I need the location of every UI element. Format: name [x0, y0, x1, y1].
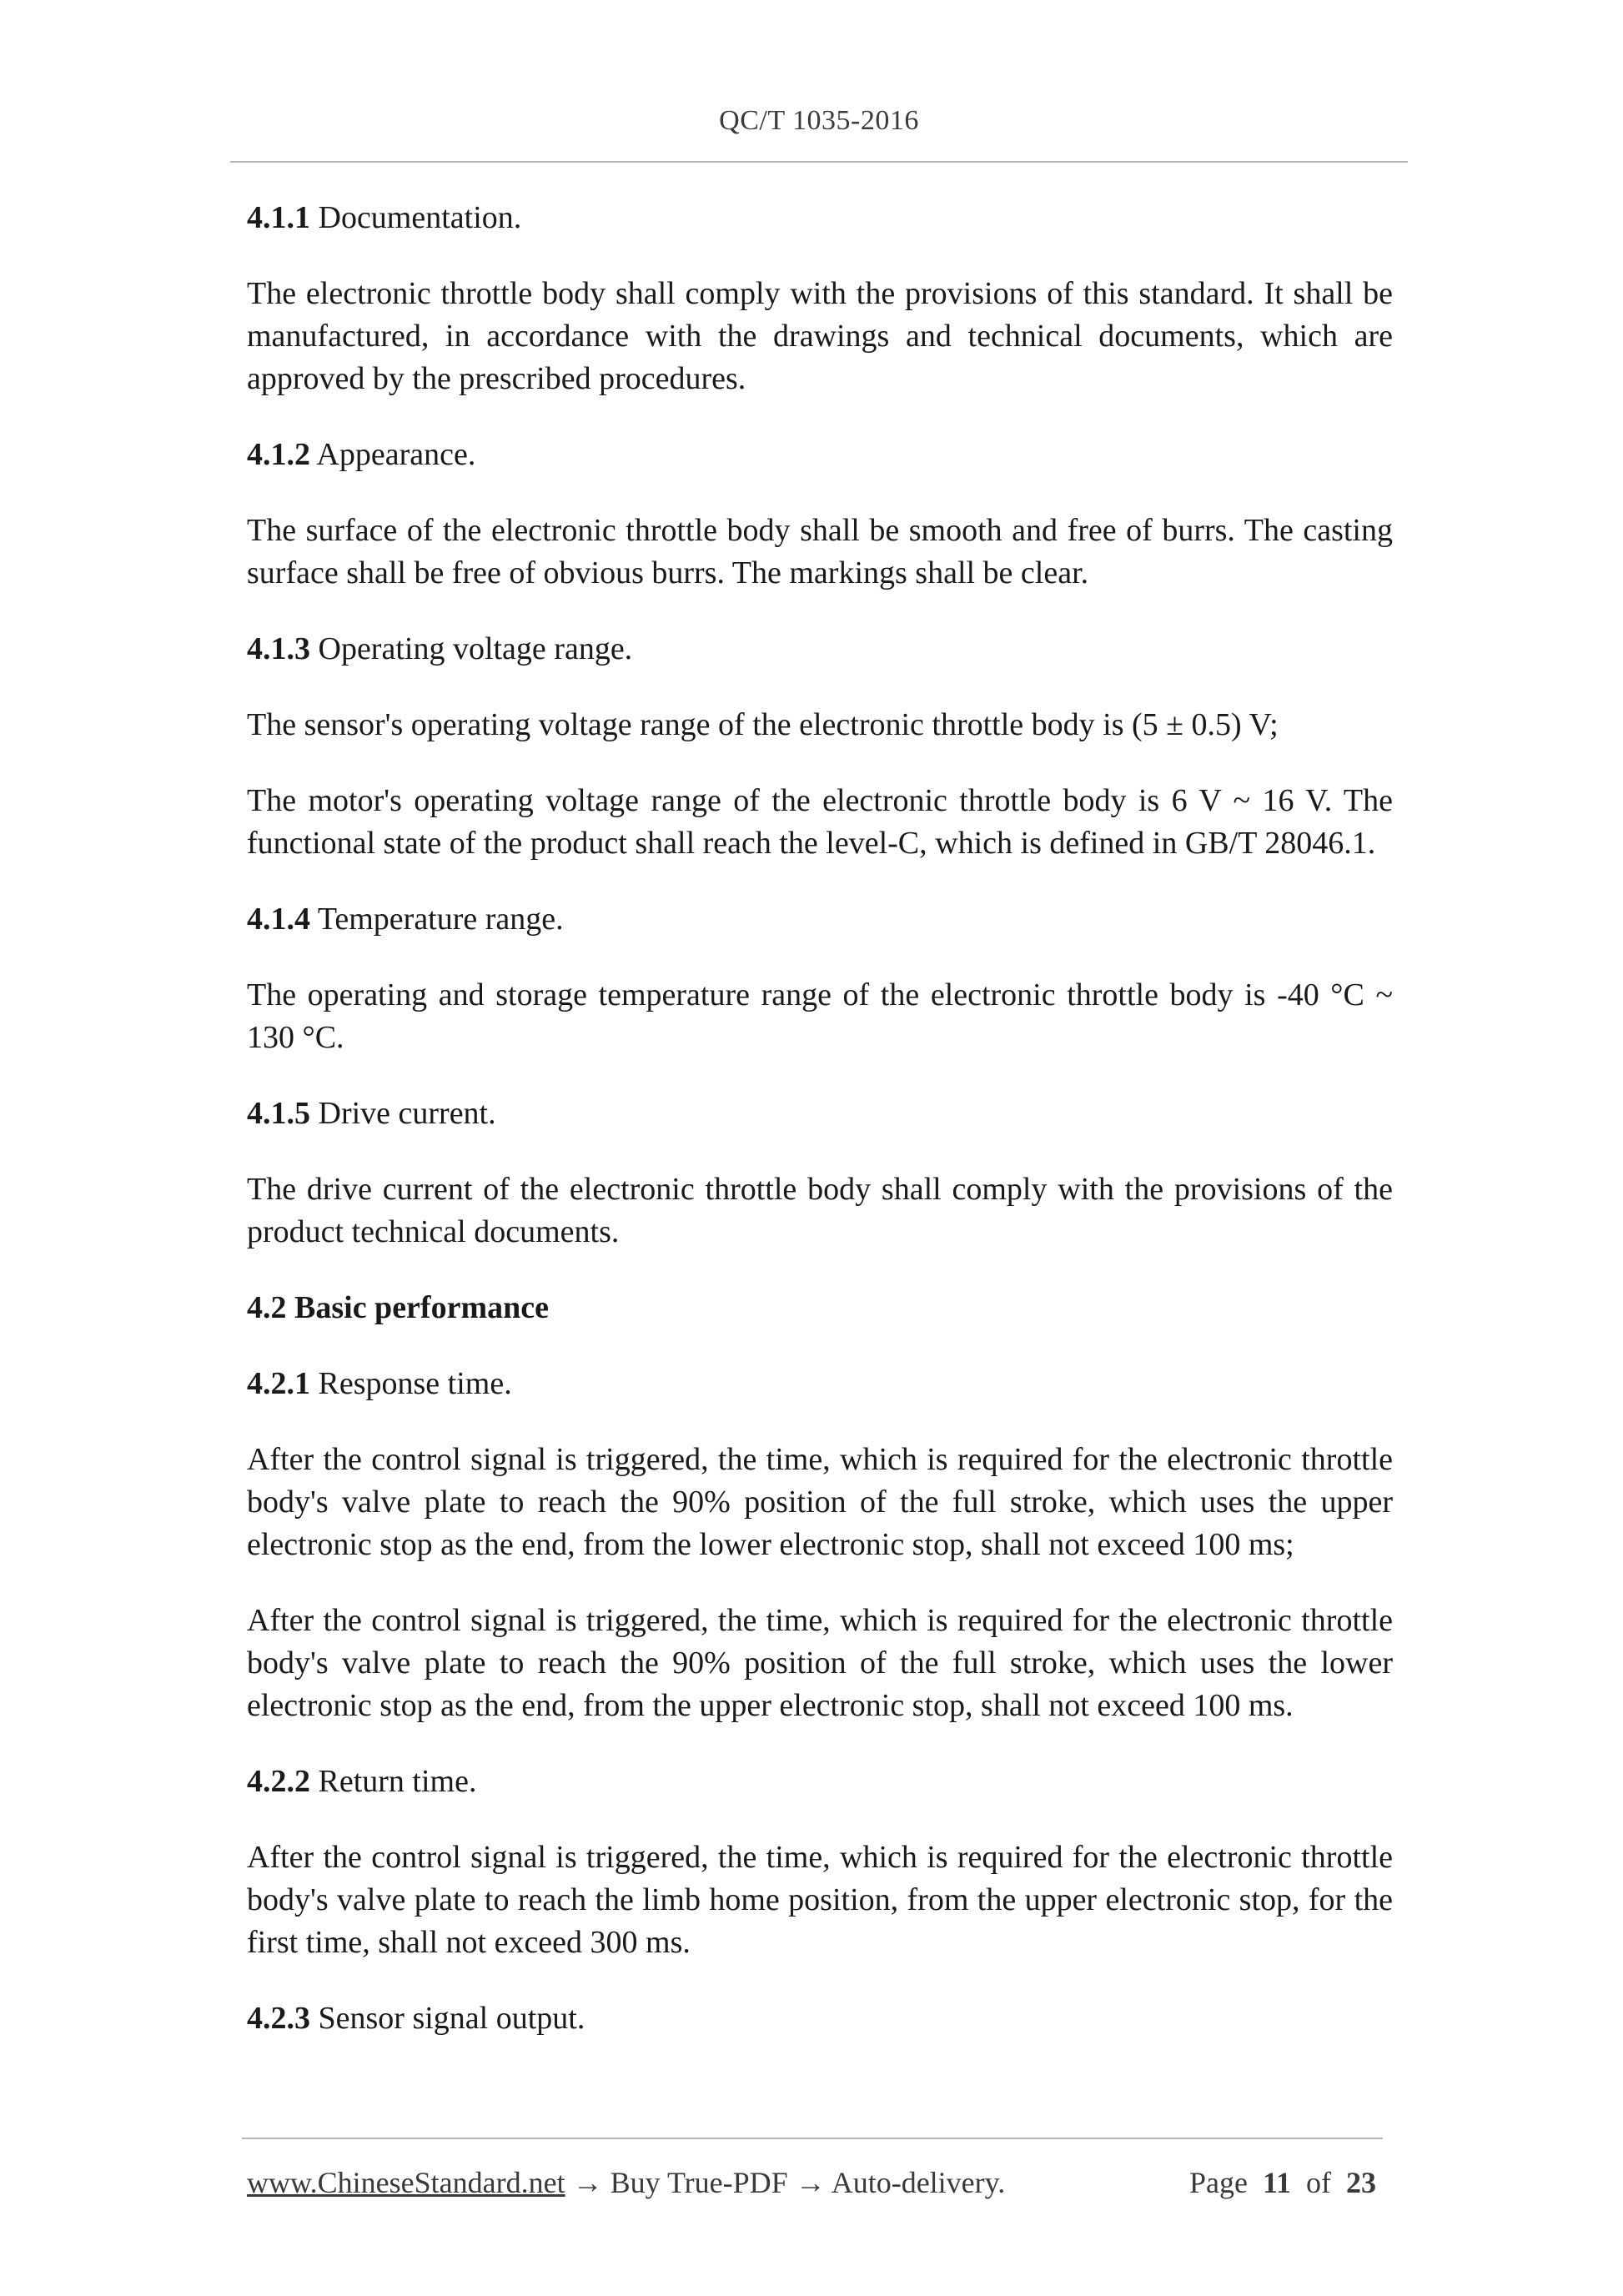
paragraph: The motor's operating voltage range of the electronic throttle body is 6 V ~ 16 V. The functional state of the product shall reach the level-C, which is defined in GB/T 28046.1. — [247, 783, 1393, 861]
section-number: 4.2 Basic performance — [247, 1290, 549, 1325]
section-title: Temperature range. — [310, 902, 564, 937]
section-title: Sensor signal output. — [310, 2001, 585, 2036]
of-word: of — [1306, 2166, 1331, 2199]
section-title: Documentation. — [310, 200, 522, 235]
section-heading-4-1-5 — [247, 1093, 1393, 1135]
section-heading-4-2-1 — [247, 1363, 1393, 1405]
section-heading-4-1-1 — [247, 197, 1393, 239]
section-heading-4-2-2 — [247, 1761, 1393, 1803]
section-title: Drive current. — [310, 1096, 496, 1131]
footer-divider — [242, 2138, 1383, 2139]
page-word: Page — [1189, 2166, 1248, 2199]
section-number: 4.1.2 — [247, 437, 310, 472]
page-indicator — [1189, 2165, 1376, 2200]
section-number: 4.2.2 — [247, 1764, 310, 1799]
section-heading-4-2-3 — [247, 1997, 1393, 2040]
section-number: 4.2.3 — [247, 2001, 310, 2036]
page-number: 11 — [1262, 2166, 1291, 2199]
section-title: Operating voltage range. — [310, 631, 633, 666]
section-title: Appearance. — [310, 437, 476, 472]
section-number: 4.1.5 — [247, 1096, 310, 1131]
section-title: Return time. — [310, 1764, 477, 1799]
section-title: Response time. — [310, 1366, 512, 1401]
buy-true-pdf-text: Buy True-PDF — [610, 2166, 788, 2199]
section-number: 4.1.1 — [247, 200, 310, 235]
arrow-right-icon: → — [565, 2166, 611, 2199]
section-heading-4-1-3 — [247, 628, 1393, 671]
section-number: 4.2.1 — [247, 1366, 310, 1401]
section-number: 4.1.3 — [247, 631, 310, 666]
auto-delivery-text: Auto-delivery. — [831, 2166, 1006, 2199]
section-heading-4-1-2 — [247, 434, 1393, 476]
paragraph: The surface of the electronic throttle body shall be smooth and free of burrs. The casting surface shall be free of obvious burrs. The markings shall be clear. — [247, 513, 1393, 590]
footer-left — [247, 2165, 1005, 2200]
page-header: QC/T 1035-2016 — [719, 105, 919, 136]
paragraph: After the control signal is triggered, the time, which is required for the electronic throttle body's valve plate to reach the limb home position, from the upper electronic stop, for the first time, shall not exceed 300 ms. — [247, 1840, 1393, 1960]
section-heading-4-2 — [247, 1287, 1393, 1329]
section-number: 4.1.4 — [247, 902, 310, 937]
paragraph: The sensor's operating voltage range of the electronic throttle body is (5 ± 0.5) V; — [247, 707, 1279, 742]
paragraph: The operating and storage temperature range of the electronic throttle body is -40 °C ~ 130 °C. — [247, 977, 1393, 1055]
paragraph: After the control signal is triggered, the time, which is required for the electronic throttle body's valve plate to reach the 90% position of the full stroke, which uses the lower electronic stop as the end, from the upper electronic stop, shall not exceed 100 ms. — [247, 1603, 1393, 1723]
website-link[interactable]: www.ChineseStandard.net — [247, 2166, 565, 2199]
paragraph: The electronic throttle body shall comply with the provisions of this standard. It shall be manufactured, in accordance with the drawings and technical documents, which are approved by the prescribed procedures. — [247, 276, 1393, 396]
header-divider — [230, 161, 1408, 163]
paragraph: After the control signal is triggered, the time, which is required for the electronic throttle body's valve plate to reach the 90% position of the full stroke, which uses the upper electronic stop as the end, from the lower electronic stop, shall not exceed 100 ms; — [247, 1442, 1393, 1562]
document-body — [247, 197, 1393, 2073]
section-heading-4-1-4 — [247, 898, 1393, 941]
page-total: 23 — [1346, 2166, 1376, 2199]
arrow-right-icon: → — [787, 2166, 832, 2199]
paragraph: The drive current of the electronic throttle body shall comply with the provisions of the product technical documents. — [247, 1172, 1393, 1249]
page-footer — [247, 2165, 1376, 2200]
